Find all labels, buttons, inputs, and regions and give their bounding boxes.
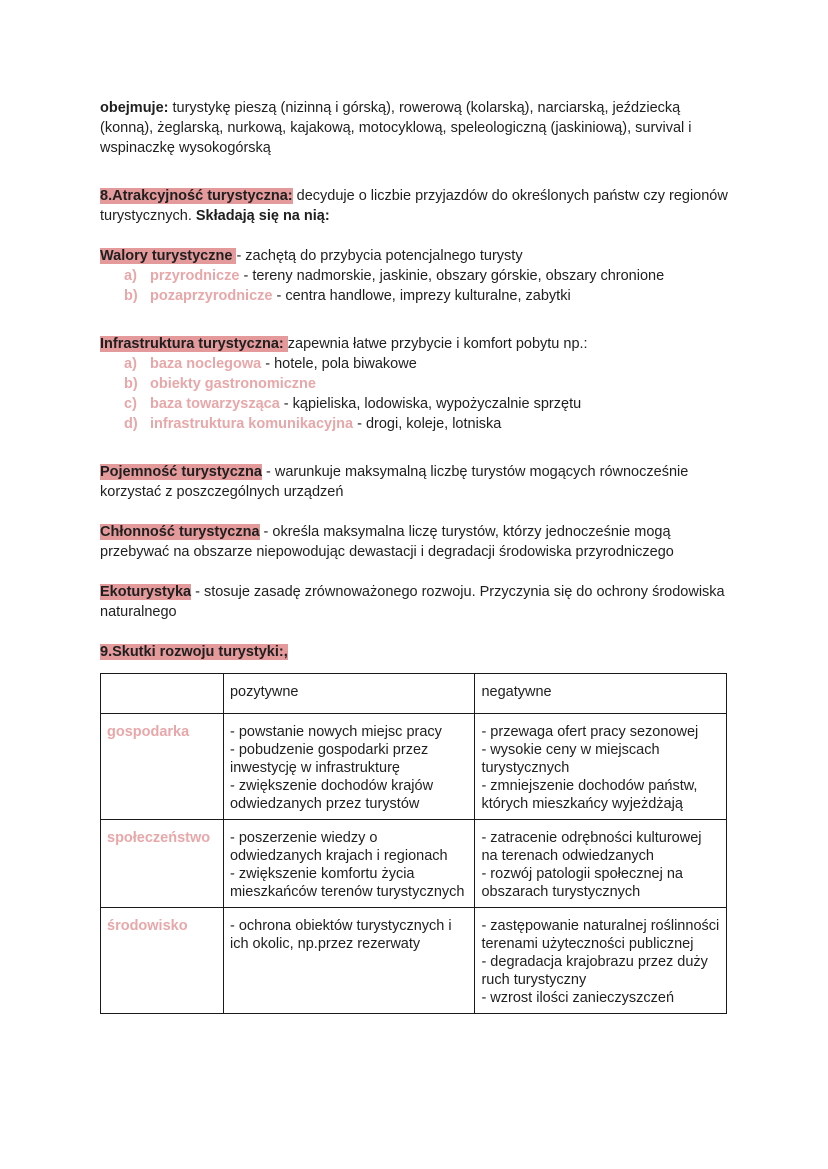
section-8-paragraph <box>100 186 728 226</box>
infrastruktura-term: Infrastruktura turystyczna: <box>100 336 288 352</box>
list-item-desc: - tereny nadmorskie, jaskinie, obszary górskie, obszary chronione <box>239 268 665 284</box>
list-item <box>100 286 728 306</box>
section-9-title <box>100 642 728 662</box>
list-marker: b) <box>124 376 138 392</box>
cell-line: - wysokie ceny w miejscach turystycznych <box>481 742 660 776</box>
row-label: gospodarka <box>101 714 224 820</box>
list-item-desc: - centra handlowe, imprezy kulturalne, zabytki <box>272 288 571 304</box>
list-item-desc: - hotele, pola biwakowe <box>261 356 417 372</box>
cell-line: - zatracenie odrębności kulturowej na terenach odwiedzanych <box>481 830 702 864</box>
positive-cell <box>223 714 474 820</box>
list-item-name: przyrodnicze <box>150 268 240 284</box>
list-item-name: baza towarzysząca <box>150 396 280 412</box>
cell-line: - degradacja krajobrazu przez duży ruch turystyczny <box>481 954 708 988</box>
chlonnosc-definition <box>100 522 728 562</box>
infrastruktura-list <box>100 354 728 434</box>
infrastruktura-text: zapewnia łatwe przybycie i komfort pobytu np.: <box>287 336 588 352</box>
intro-paragraph <box>100 98 728 158</box>
walory-list <box>100 266 728 306</box>
pojemnosc-term: Pojemność turystyczna <box>100 464 262 480</box>
cell-line: - rozwój patologii społecznej na obszarach turystycznych <box>481 866 683 900</box>
chlonnosc-text: - określa maksymalna liczę turystów, którzy jednocześnie mogą przebywać na obszarze niepowodując dewastacji i degradacji środowiska przyrodniczego <box>100 524 674 560</box>
effects-table <box>100 673 727 1014</box>
infrastruktura-definition <box>100 334 728 354</box>
positive-cell <box>223 820 474 908</box>
pojemnosc-definition <box>100 462 728 502</box>
cell-line: - zastępowanie naturalnej roślinności terenami użyteczności publicznej <box>481 918 720 952</box>
list-item <box>100 394 728 414</box>
table-header-row <box>101 674 727 714</box>
document-body <box>100 98 728 662</box>
cell-line: - pobudzenie gospodarki przez inwestycję w infrastrukturę <box>229 742 429 776</box>
cell-line: - przewaga ofert pracy sezonowej <box>481 724 699 740</box>
list-item <box>100 354 728 374</box>
list-item-name: obiekty gastronomiczne <box>150 376 316 392</box>
cell-line: - wzrost ilości zanieczyszczeń <box>481 990 675 1006</box>
list-item-desc: - kąpieliska, lodowiska, wypożyczalnie sprzętu <box>279 396 582 412</box>
list-marker: a) <box>124 268 137 284</box>
walory-definition <box>100 246 728 266</box>
cell-line: - zwiększenie dochodów krajów odwiedzanych przez turystów <box>229 778 434 812</box>
cell-line: - powstanie nowych miejsc pracy <box>229 724 442 740</box>
cell-line: - ochrona obiektów turystycznych i ich okolic, np.przez rezerwaty <box>229 918 452 952</box>
row-label: społeczeństwo <box>101 820 224 908</box>
list-item <box>100 374 728 394</box>
ekoturystyka-definition <box>100 582 728 622</box>
ekoturystyka-term: Ekoturystyka <box>100 584 192 600</box>
section-8-text: decyduje o liczbie przyjazdów do określonych państw czy regionów turystycznych. <box>100 188 728 224</box>
list-item-name: baza noclegowa <box>150 356 262 372</box>
table-row <box>101 820 727 908</box>
section-9-heading: 9.Skutki rozwoju turystyki:, <box>100 644 288 660</box>
negative-cell <box>475 714 727 820</box>
negative-cell <box>475 908 727 1014</box>
cell-line: - poszerzenie wiedzy o odwiedzanych krajach i regionach <box>229 830 448 864</box>
list-item-desc: - drogi, koleje, lotniska <box>353 416 502 432</box>
walory-term: Walory turystyczne <box>100 248 237 264</box>
cell-line: - zwiększenie komfortu życia mieszkańców terenów turystycznych <box>229 866 465 900</box>
table-row <box>101 908 727 1014</box>
list-item <box>100 266 728 286</box>
chlonnosc-term: Chłonność turystyczna <box>100 524 260 540</box>
list-item-name: infrastruktura komunikacyjna <box>150 416 354 432</box>
negative-cell <box>475 820 727 908</box>
list-item-name: pozaprzyrodnicze <box>150 288 273 304</box>
list-marker: d) <box>124 416 138 432</box>
table-row <box>101 714 727 820</box>
walory-text: - zachętą do przybycia potencjalnego turysty <box>236 248 523 264</box>
intro-label: obejmuje: <box>100 100 169 116</box>
table-header-cell: negatywne <box>475 674 727 714</box>
cell-line: - zmniejszenie dochodów państw, których mieszkańcy wyjeżdżają <box>481 778 698 812</box>
table-header-cell: pozytywne <box>223 674 474 714</box>
pojemnosc-text: - warunkuje maksymalną liczbę turystów mogących równocześnie korzystać z poszczególnych urządzeń <box>100 464 689 500</box>
list-item <box>100 414 728 434</box>
intro-text: turystykę pieszą (nizinną i górską), rowerową (kolarską), narciarską, jeździecką (konną), żeglarską, nurkową, kajakową, motocyklową, speleologiczną (jaskiniową), survival i wspinaczkę wysokogórską <box>100 100 692 156</box>
list-marker: a) <box>124 356 137 372</box>
table-header-cell <box>101 674 224 714</box>
section-8-heading: 8.Atrakcyjność turystyczna: <box>100 188 293 204</box>
ekoturystyka-text: - stosuje zasadę zrównoważonego rozwoju. Przyczynia się do ochrony środowiska naturalnego <box>100 584 725 620</box>
list-marker: b) <box>124 288 138 304</box>
positive-cell <box>223 908 474 1014</box>
section-8-bold-tail: Składają się na nią: <box>195 208 330 224</box>
row-label: środowisko <box>101 908 224 1014</box>
list-marker: c) <box>124 396 137 412</box>
